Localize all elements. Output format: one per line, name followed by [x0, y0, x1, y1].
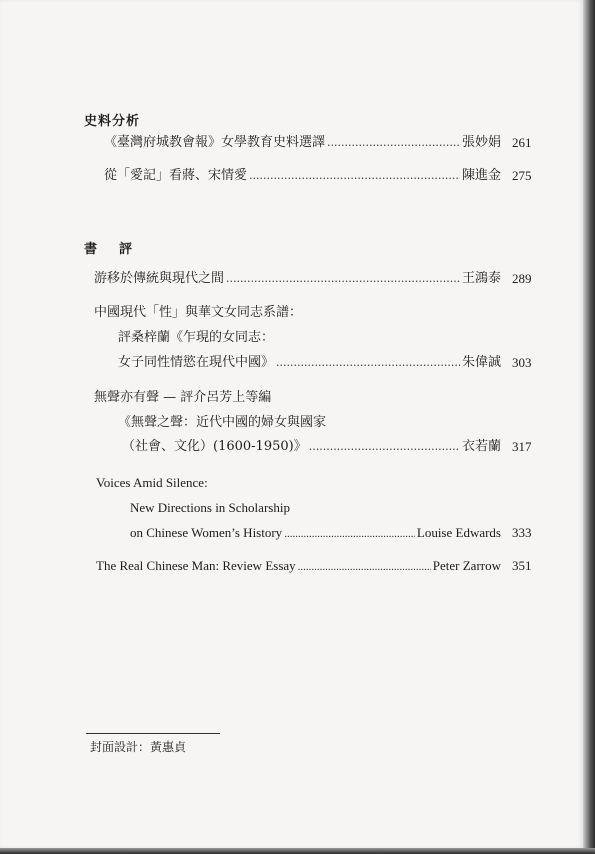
- book-spine-shadow: [583, 0, 595, 854]
- entry-title: 從「愛記」看蔣、宋情愛: [104, 168, 248, 183]
- cover-design-credit: 封面設計：黃惠貞: [90, 740, 187, 754]
- entry-title-line: on Chinese Women’s History: [130, 525, 283, 540]
- toc-entry[interactable]: [94, 271, 501, 287]
- entry-title-line: 中國現代「性」與華文女同志系譜：: [94, 305, 303, 320]
- dot-leader: [298, 559, 431, 575]
- entry-author: 王鴻泰: [461, 271, 501, 286]
- entry-author: Louise Edwards: [416, 525, 501, 540]
- entry-author: 衣若蘭: [461, 439, 501, 454]
- entry-title: 《臺灣府城教會報》女學教育史料選譯: [104, 135, 326, 150]
- dot-leader: [249, 168, 460, 184]
- entry-page-number: 333: [512, 525, 532, 540]
- entry-page-number: 303: [512, 355, 532, 370]
- entry-page-number: 317: [512, 439, 532, 454]
- entry-page-number: 275: [512, 168, 532, 183]
- entry-author: Peter Zarrow: [432, 558, 501, 573]
- toc-entry[interactable]: [130, 525, 501, 541]
- entry-title-line: 無聲亦有聲 — 評介呂芳上等編: [94, 390, 272, 405]
- section-title-historical: 史料分析: [84, 114, 141, 129]
- entry-title-line: Voices Amid Silence:: [96, 475, 208, 490]
- dot-leader: [309, 439, 460, 455]
- entry-page-number: 351: [512, 558, 532, 573]
- entry-author: 張妙娟: [461, 135, 501, 150]
- toc-entry[interactable]: [104, 135, 501, 151]
- entry-author: 朱偉誠: [461, 355, 501, 370]
- entry-title-line: 《無聲之聲：近代中國的婦女與國家: [118, 415, 327, 430]
- page-bottom-shadow: [0, 848, 595, 854]
- dot-leader: [226, 271, 460, 287]
- entry-title-line: （社會、文化）(1600-1950)》: [122, 439, 307, 454]
- entry-page-number: 261: [512, 135, 532, 150]
- footnote-rule: [86, 733, 220, 734]
- entry-author: 陳進金: [461, 168, 501, 183]
- entry-title-line: 女子同性情慾在現代中國》: [118, 355, 275, 370]
- entry-title: The Real Chinese Man: Review Essay: [96, 558, 296, 573]
- entry-title-line: 評桑梓蘭《乍現的女同志：: [118, 330, 275, 345]
- dot-leader: [276, 355, 460, 371]
- entry-title: 游移於傳統與現代之間: [94, 271, 225, 286]
- toc-entry[interactable]: [118, 355, 501, 371]
- entry-page-number: 289: [512, 271, 532, 286]
- toc-entry[interactable]: [104, 168, 501, 184]
- toc-entry[interactable]: [96, 558, 501, 574]
- dot-leader: [284, 526, 415, 542]
- entry-title-line: New Directions in Scholarship: [130, 500, 290, 515]
- toc-entry[interactable]: [122, 439, 501, 455]
- section-title-reviews: 書評: [84, 242, 155, 257]
- dot-leader: [327, 135, 460, 151]
